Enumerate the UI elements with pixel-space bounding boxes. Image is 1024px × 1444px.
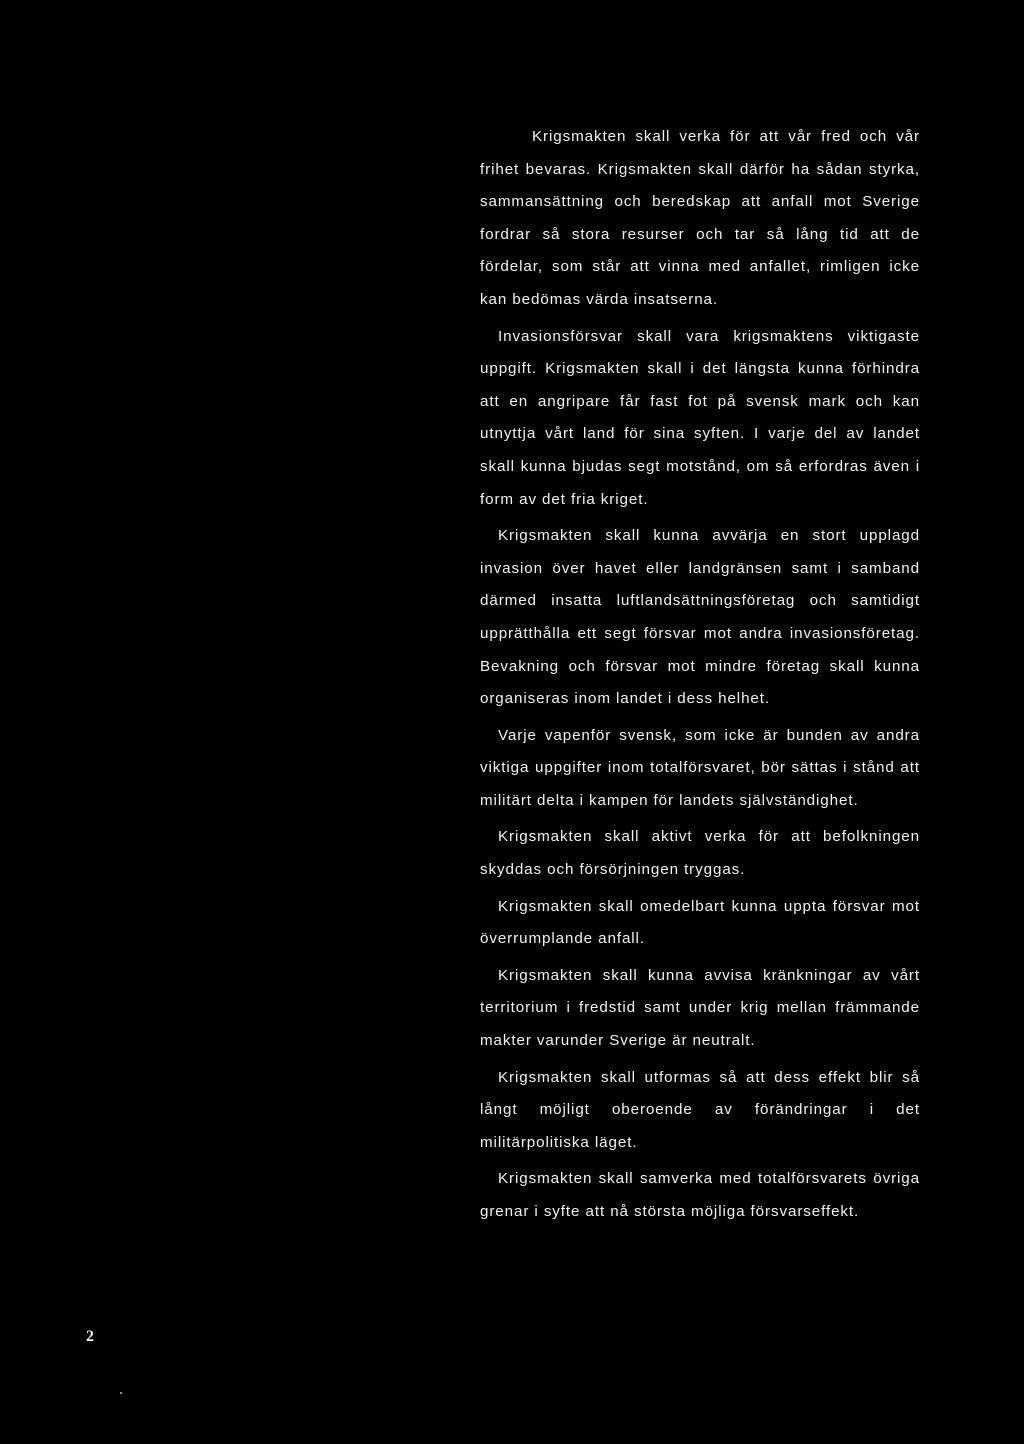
paragraph-5: Krigsmakten skall aktivt verka för att befolkningen skyddas och försörjningen tryggas. [480, 828, 920, 879]
body-text [480, 121, 920, 1233]
page-number: 2 [86, 1328, 94, 1345]
paragraph-8: Krigsmakten skall utformas så att dess effekt blir så långt möjligt oberoende av förändringar i det militärpolitiska läget. [480, 1068, 920, 1151]
paragraph-3: Krigsmakten skall kunna avvärja en stort upplagd invasion över havet eller landgränsen samt i samband därmed insatta luftlandsättningsföretag och samtidigt upprätthålla ett segt försvar mot andra invasionsföretag. Bevakning och försvar mot mindre företag skall kunna organiseras inom landet i dess helhet. [480, 527, 920, 708]
paragraph-2: Invasionsförsvar skall vara krigsmaktens viktigaste uppgift. Krigsmakten skall i det längsta kunna förhindra att en angripare får fast fot på svensk mark och kan utnyttja vårt land för sina syften. I varje del av landet skall kunna bjudas segt motstånd, om så erfordras även i form av det fria kriget. [480, 327, 920, 508]
paragraph-6: Krigsmakten skall omedelbart kunna uppta försvar mot överrumplande anfall. [480, 897, 920, 948]
paragraph-9: Krigsmakten skall samverka med totalförsvarets övriga grenar i syfte att nå största möjliga försvarseffekt. [480, 1170, 920, 1220]
paragraph-7: Krigsmakten skall kunna avvisa kränkningar av vårt territorium i fredstid samt under krig mellan främmande makter varunder Sverige är neutralt. [480, 966, 920, 1050]
paragraph-1: Krigsmakten skall verka för att vår fred och vår frihet bevaras. Krigsmakten skall därför ha sådan styrka, sammansättning och beredskap att anfall mot Sverige fordrar så stora resurser och tar så lång tid att de fördelar, som står att vinna med anfallet, rimligen icke kan bedömas värda insatserna. [480, 128, 920, 308]
paragraph-4: Varje vapenför svensk, som icke är bunden av andra viktiga uppgifter inom totalförsvaret, bör sättas i stånd att militärt delta i kampen för landets självständighet. [480, 726, 920, 809]
scan-speck [120, 1392, 122, 1394]
